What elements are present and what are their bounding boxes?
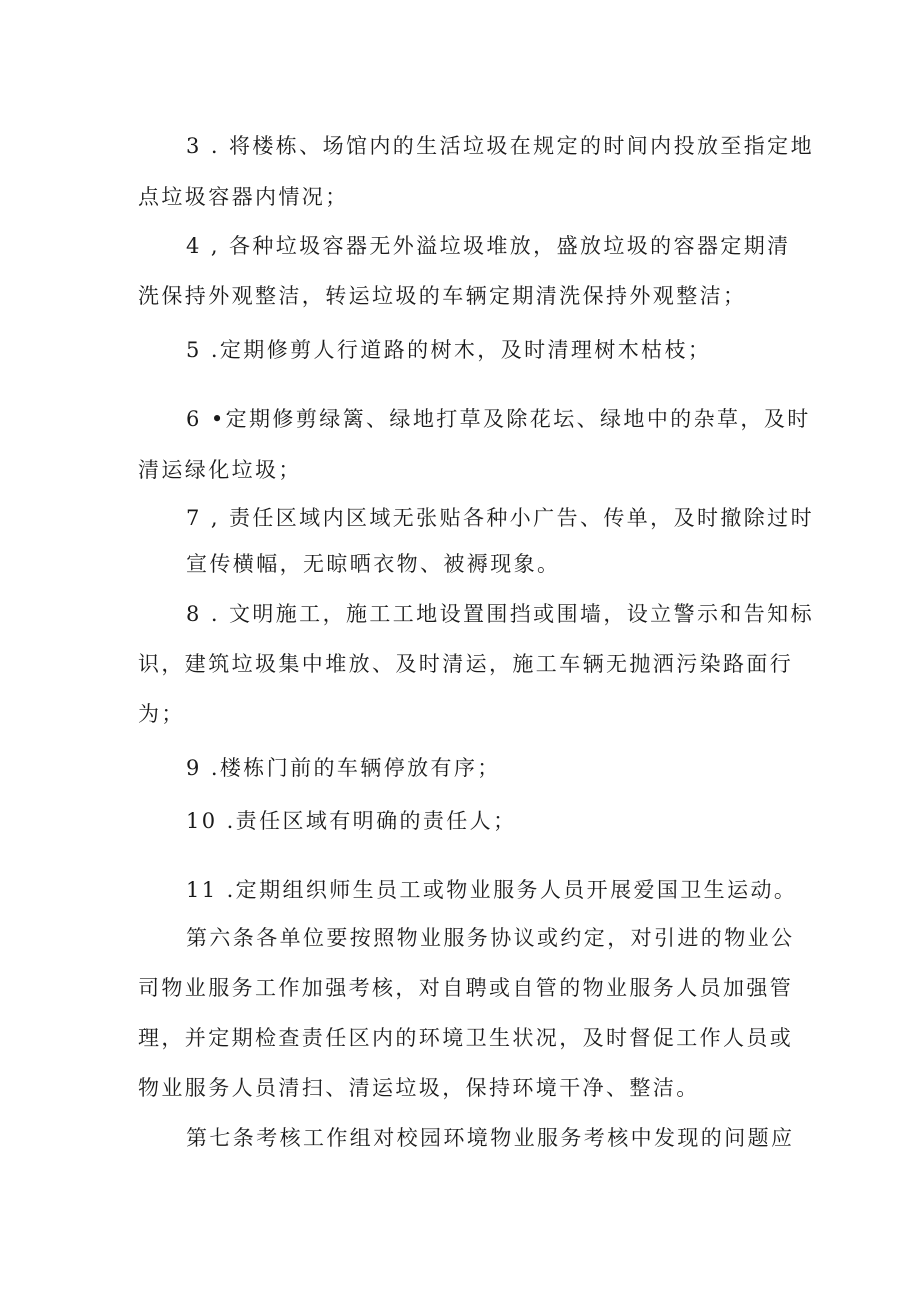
item-6-line-1: 6 •定期修剪绿篱、绿地打草及除花坛、绿地中的杂草，及时 [186, 407, 811, 431]
item-5-line-1: 5 .定期修剪人行道路的树木，及时清理树木枯枝； [186, 338, 712, 362]
article-6-line-1: 第六条各单位要按照物业服务协议或约定，对引进的物业公 [186, 926, 795, 950]
article-6-line-3: 理，并定期检查责任区内的环境卫生状况，及时督促工作人员或 [138, 1026, 794, 1050]
item-8-line-3: 为； [138, 702, 185, 726]
item-10-line-1: 10 .责任区域有明确的责任人； [186, 809, 517, 833]
item-4-line-1: 4 , 各种垃圾容器无外溢垃圾堆放，盛放垃圾的容器定期清 [186, 234, 791, 258]
item-7-line-2: 宣传横幅，无晾晒衣物、被褥现象。 [186, 552, 561, 576]
item-3-line-1: 3 . 将楼栋、场馆内的生活垃圾在规定的时间内投放至指定地 [186, 134, 814, 158]
article-7-line-1: 第七条考核工作组对校园环境物业服务考核中发现的问题应 [186, 1126, 795, 1150]
item-8-line-1: 8 . 文明施工，施工工地设置围挡或围墙，设立警示和告知标 [186, 602, 814, 626]
item-3-line-2: 点垃圾容器内情况； [138, 185, 349, 209]
item-4-line-2: 洗保持外观整洁，转运垃圾的车辆定期清洗保持外观整洁； [138, 284, 747, 308]
article-6-line-2: 司物业服务工作加强考核，对自聘或自管的物业服务人员加强管 [138, 976, 794, 1000]
item-9-line-1: 9 .楼栋门前的车辆停放有序； [186, 756, 501, 780]
item-7-line-1: 7 , 责任区域内区域无张贴各种小广告、传单，及时撤除过时 [186, 506, 814, 530]
item-6-line-2: 清运绿化垃圾； [138, 458, 302, 482]
item-11-line-1: 11 .定期组织师生员工或物业服务人员开展爱国卫生运动。 [186, 878, 798, 902]
item-8-line-2: 识，建筑垃圾集中堆放、及时清运，施工车辆无抛洒污染路面行 [138, 652, 794, 676]
article-6-line-4: 物业服务人员清扫、清运垃圾，保持环境干净、整洁。 [138, 1076, 700, 1100]
